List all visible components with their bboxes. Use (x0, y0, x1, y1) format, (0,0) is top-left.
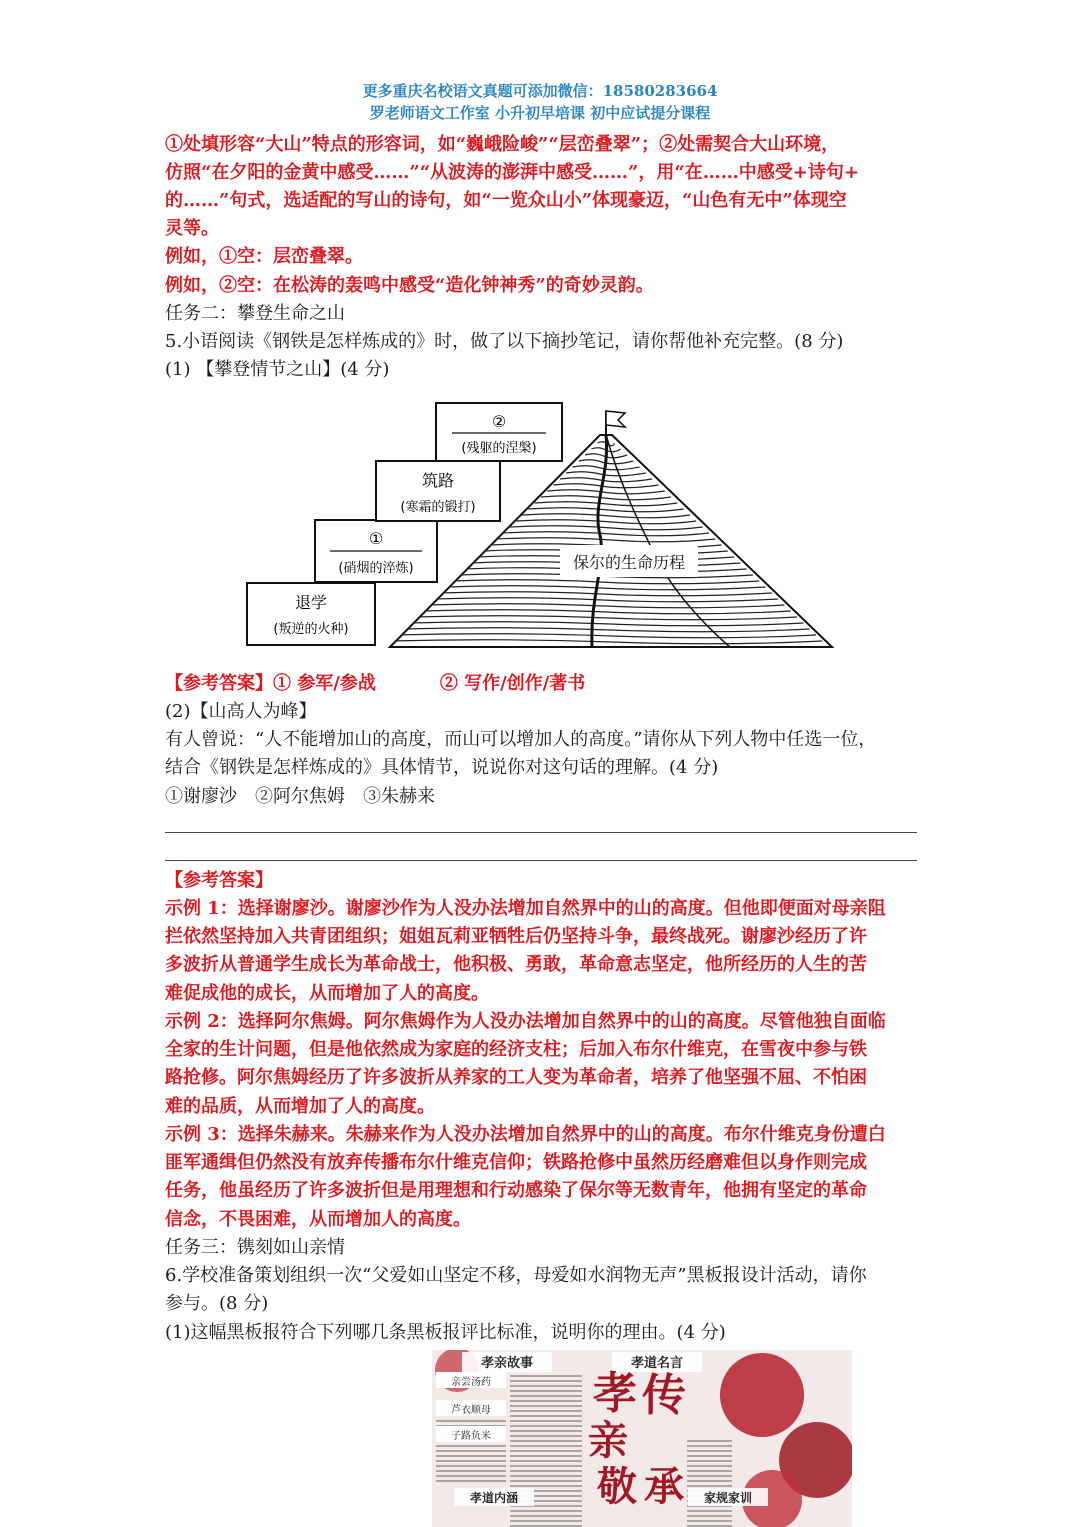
board-section-title: 孝道内涵 (469, 1491, 519, 1505)
answer-2-line: 任务，他虽经历了许多波折但是用理想和行动感染了保尔等无数青年，他拥有坚定的革命 (165, 1180, 867, 1201)
question-5: 5.小语阅读《钢铁是怎样炼成的》时，做了以下摘抄笔记，请你帮他补充完整。(8 分) (165, 331, 844, 352)
summit-flag (606, 411, 625, 435)
step-subtitle: (寒霜的锻打) (400, 500, 476, 515)
board-big-char: 传 (642, 1370, 686, 1421)
example-answer-1: 例如，①空：层峦叠翠。 (165, 246, 363, 267)
answer-1-line (165, 670, 925, 698)
hint-line: ①处填形容“大山”特点的形容词，如“巍峨险峻”“层峦叠翠”；②处需契合大山环境， (165, 134, 840, 155)
step-box (315, 520, 437, 582)
header-line-1: 更多重庆名校语文真题可添加微信：18580283664 (362, 82, 718, 100)
question-5-2-title: (2)【山高人为峰】 (165, 701, 317, 722)
step-subtitle: (叛逆的火种) (273, 622, 349, 637)
example-answer-2: 例如，②空：在松涛的轰鸣中感受“造化钟神秀”的奇妙灵韵。 (165, 275, 654, 296)
answer-2-line: 示例 1：选择谢廖沙。谢廖沙作为人没办法增加自然界中的山的高度。但他即便面对母亲阻 (165, 898, 886, 919)
answer-label: 【参考答案】 (165, 673, 273, 694)
answer-2-line: 难促成他的成长，从而增加了人的高度。 (165, 983, 489, 1004)
step-title: 退学 (294, 593, 328, 612)
mountain-label: 保尔的生命历程 (572, 553, 686, 572)
step-blank-2: ② (491, 412, 507, 431)
character-options (165, 783, 925, 811)
hint-line: 灵等。 (165, 218, 219, 239)
answer-2-line: 路抢修。阿尔焦姆经历了许多波折从养家的工人变为革命者，培养了他坚强不屈、不怕困 (165, 1067, 867, 1088)
question-5-1: (1) 【攀登情节之山】(4 分) (165, 359, 390, 380)
board-tag: 芦衣顺母 (451, 1405, 491, 1416)
board-big-char: 承 (644, 1464, 684, 1510)
blackboard-newspaper-image (432, 1350, 852, 1527)
board-section-title: 家规家训 (703, 1491, 753, 1505)
question-6-1: (1)这幅黑板报符合下列哪几条黑板报评比标准，说明你的理由。(4 分) (165, 1322, 726, 1343)
step-subtitle: (残躯的涅槃) (461, 441, 537, 456)
mountain-steps-diagram (240, 395, 840, 660)
board-big-char: 亲 (588, 1418, 628, 1464)
step-subtitle: (硝烟的淬炼) (338, 561, 414, 576)
header-line-2: 罗老师语文工作室 小升初早培课 初中应试提分课程 (369, 104, 711, 122)
step-box (376, 461, 500, 521)
task3-title: 任务三：镌刻如山亲情 (165, 1237, 345, 1258)
answer-2-line: 示例 2：选择阿尔焦姆。阿尔焦姆作为人没办法增加自然界中的山的高度。尽管他独自面临 (165, 1011, 886, 1032)
board-tag: 亲尝汤药 (451, 1377, 491, 1388)
step-title: 筑路 (421, 471, 455, 490)
question-6: 6.学校准备策划组织一次“父爱如山坚定不移，母爱如水润物无声”黑板报设计活动，请你 (165, 1265, 867, 1286)
answer-2-line: 示例 3：选择朱赫来。朱赫来作为人没办法增加自然界中的山的高度。布尔什维克身份遭白 (165, 1124, 886, 1145)
answer-blank-1: ① 参军/参战 (273, 673, 376, 694)
question-5-2-prompt: 有人曾说：“人不能增加山的高度，而山可以增加人的高度。”请你从下列人物中任选一位， (165, 729, 877, 750)
answer-2-line: 拦依然坚持加入共青团组织；姐姐瓦莉亚牺牲后仍坚持斗争，最终战死。谢廖沙经历了许 (165, 926, 867, 947)
task2-title: 任务二：攀登生命之山 (165, 303, 345, 324)
question-5-2-prompt: 结合《钢铁是怎样炼成的》具体情节，说说你对这句话的理解。(4 分) (165, 757, 719, 778)
answer-blank-2: ② 写作/创作/著书 (439, 673, 586, 694)
option: ①谢廖沙 (165, 786, 237, 807)
answer-2-line: 难的品质，从而增加了人的高度。 (165, 1096, 435, 1117)
answer-2-line: 多波折从普通学生成长为革命战士，他积极、勇敢，革命意志坚定，他所经历的人生的苦 (165, 954, 867, 975)
answer-line (165, 832, 917, 833)
board-big-char: 敬 (597, 1464, 637, 1510)
option: ②阿尔焦姆 (255, 786, 345, 807)
answer-2-line: 信念，不畏困难，从而增加人的高度。 (165, 1209, 471, 1230)
board-tag: 子路负米 (451, 1431, 491, 1442)
question-6: 参与。(8 分) (165, 1293, 269, 1314)
hint-line: 的……”句式，选适配的写山的诗句，如“一览众山小”体现豪迈，“山色有无中”体现空 (165, 190, 847, 211)
hint-line: 仿照“在夕阳的金黄中感受……”“从波涛的澎湃中感受……”，用“在……中感受+诗句+ (165, 162, 859, 183)
option: ③朱赫来 (363, 786, 435, 807)
answer-2-line: 匪军通缉但仍然没有放弃传播布尔什维克信仰；铁路抢修中虽然历经磨难但以身作则完成 (165, 1152, 867, 1173)
board-big-char: 孝 (593, 1368, 637, 1419)
board-section-title: 孝亲故事 (480, 1356, 534, 1371)
answer-line (165, 860, 917, 861)
step-box (247, 583, 375, 645)
step-blank-1: ① (368, 529, 384, 548)
answer-2-line: 全家的生计问题，但是他依然成为家庭的经济支柱；后加入布尔什维克，在雪夜中参与铁 (165, 1039, 867, 1060)
board-section-title: 孝道名言 (630, 1356, 684, 1371)
answer-2-label: 【参考答案】 (165, 870, 273, 891)
step-box (436, 403, 562, 461)
